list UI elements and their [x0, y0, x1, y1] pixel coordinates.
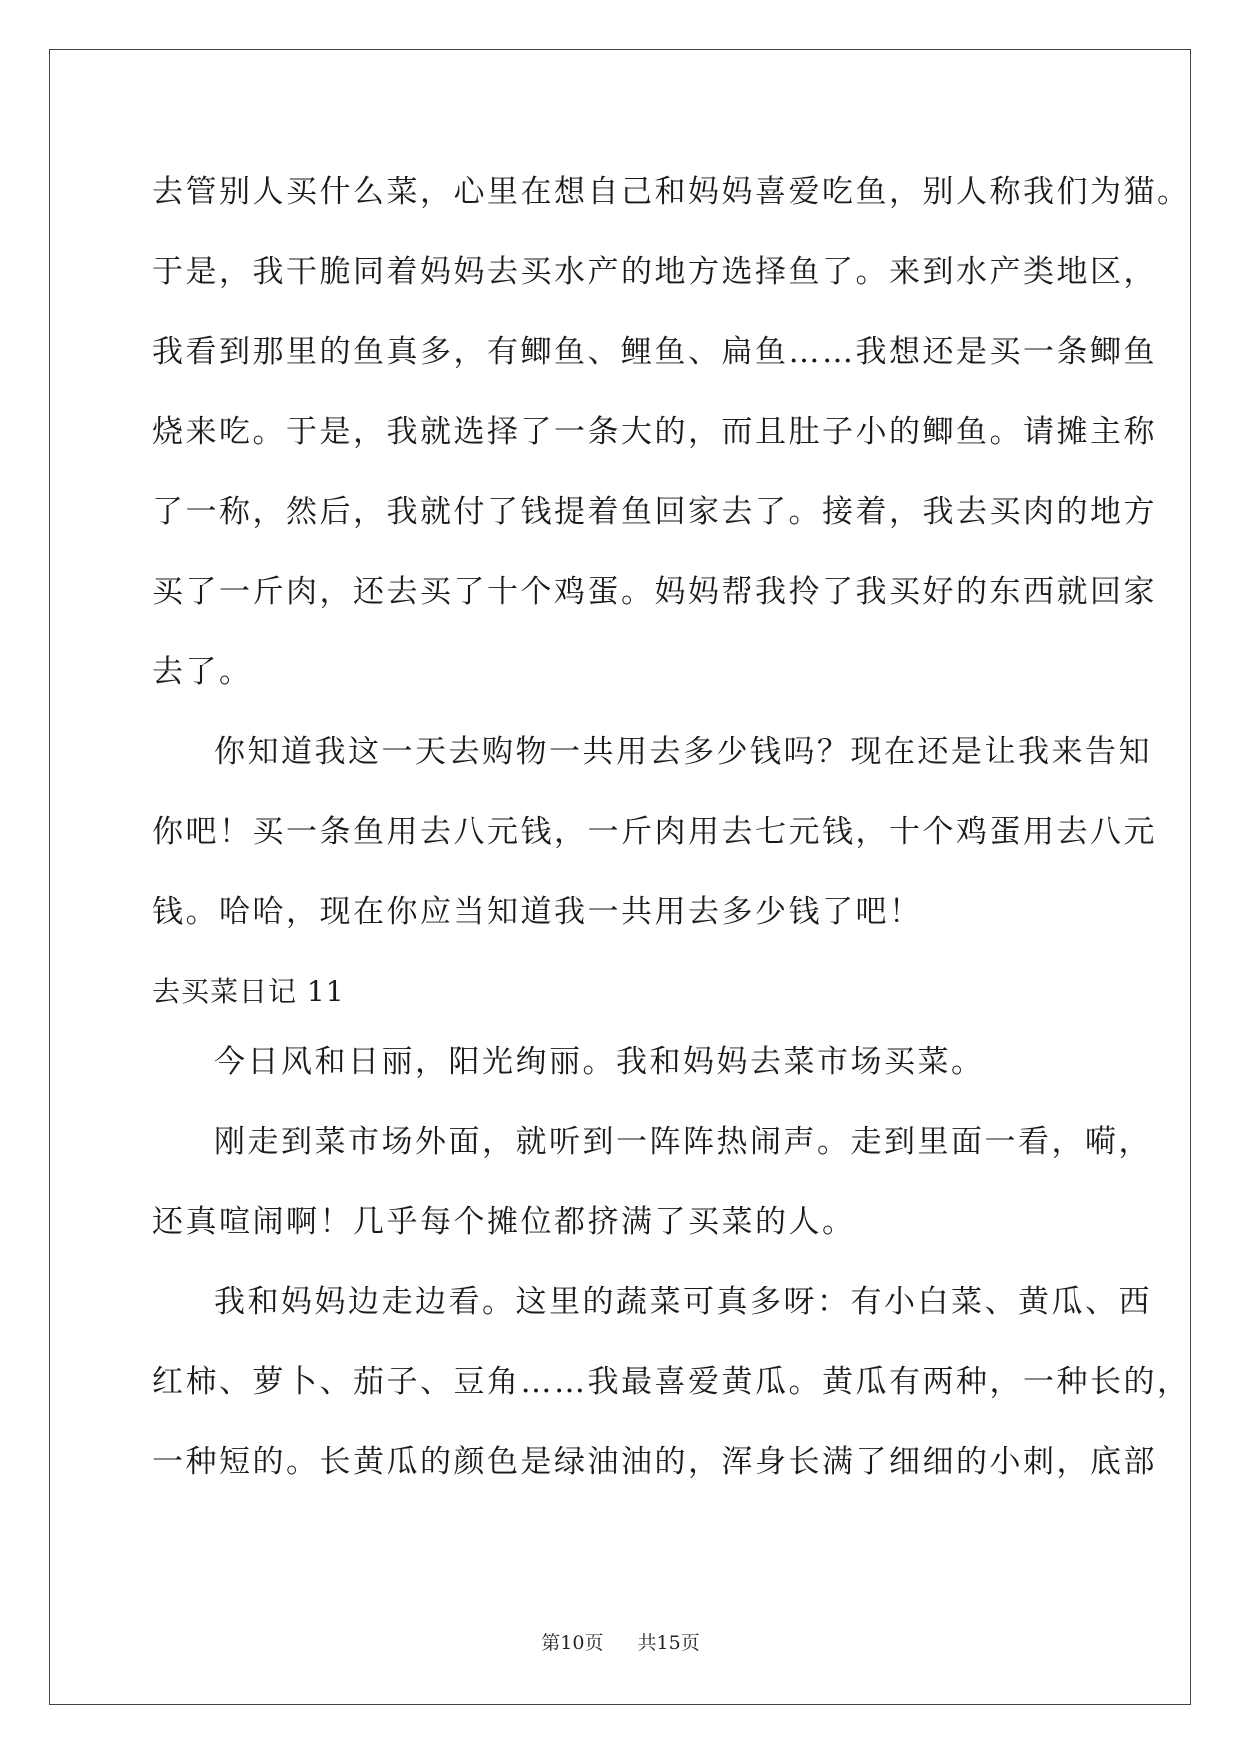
text-line: 了一称，然后，我就付了钱提着鱼回家去了。接着，我去买肉的地方 — [152, 494, 1157, 530]
text-line: 你吧！买一条鱼用去八元钱，一斤肉用去七元钱，十个鸡蛋用去八元 — [152, 814, 1157, 850]
paragraph-start-line: 刚走到菜市场外面，就听到一阵阵热闹声。走到里面一看，嗬， — [214, 1124, 1152, 1160]
text-line: 去管别人买什么菜，心里在想自己和妈妈喜爱吃鱼，别人称我们为猫。 — [152, 174, 1191, 210]
paragraph-start-line: 今日风和日丽，阳光绚丽。我和妈妈去菜市场买菜。 — [214, 1044, 985, 1080]
text-line: 买了一斤肉，还去买了十个鸡蛋。妈妈帮我拎了我买好的东西就回家 — [152, 574, 1157, 610]
text-line: 还真喧闹啊！几乎每个摊位都挤满了买菜的人。 — [152, 1204, 856, 1240]
document-body — [152, 160, 1191, 1510]
text-line: 一种短的。长黄瓜的颜色是绿油油的，浑身长满了细细的小刺，底部 — [152, 1444, 1157, 1480]
text-line: 红柿、萝卜、茄子、豆角……我最喜爱黄瓜。黄瓜有两种，一种长的， — [152, 1364, 1191, 1400]
section-heading: 去买菜日记 11 — [152, 975, 345, 1008]
page-number: 第10页 — [541, 1632, 604, 1654]
text-line: 烧来吃。于是，我就选择了一条大的，而且肚子小的鲫鱼。请摊主称 — [152, 414, 1157, 450]
page-footer — [0, 1628, 1241, 1655]
paragraph-start-line: 你知道我这一天去购物一共用去多少钱吗？现在还是让我来告知 — [214, 734, 1152, 770]
text-line: 于是，我干脆同着妈妈去买水产的地方选择鱼了。来到水产类地区， — [152, 254, 1157, 290]
text-line: 我看到那里的鱼真多，有鲫鱼、鲤鱼、扁鱼……我想还是买一条鲫鱼 — [152, 334, 1157, 370]
text-line: 去了。 — [152, 654, 253, 690]
page-total: 共15页 — [637, 1632, 700, 1654]
text-line: 钱。哈哈，现在你应当知道我一共用去多少钱了吧！ — [152, 894, 923, 930]
paragraph-start-line: 我和妈妈边走边看。这里的蔬菜可真多呀：有小白菜、黄瓜、西 — [214, 1284, 1152, 1320]
